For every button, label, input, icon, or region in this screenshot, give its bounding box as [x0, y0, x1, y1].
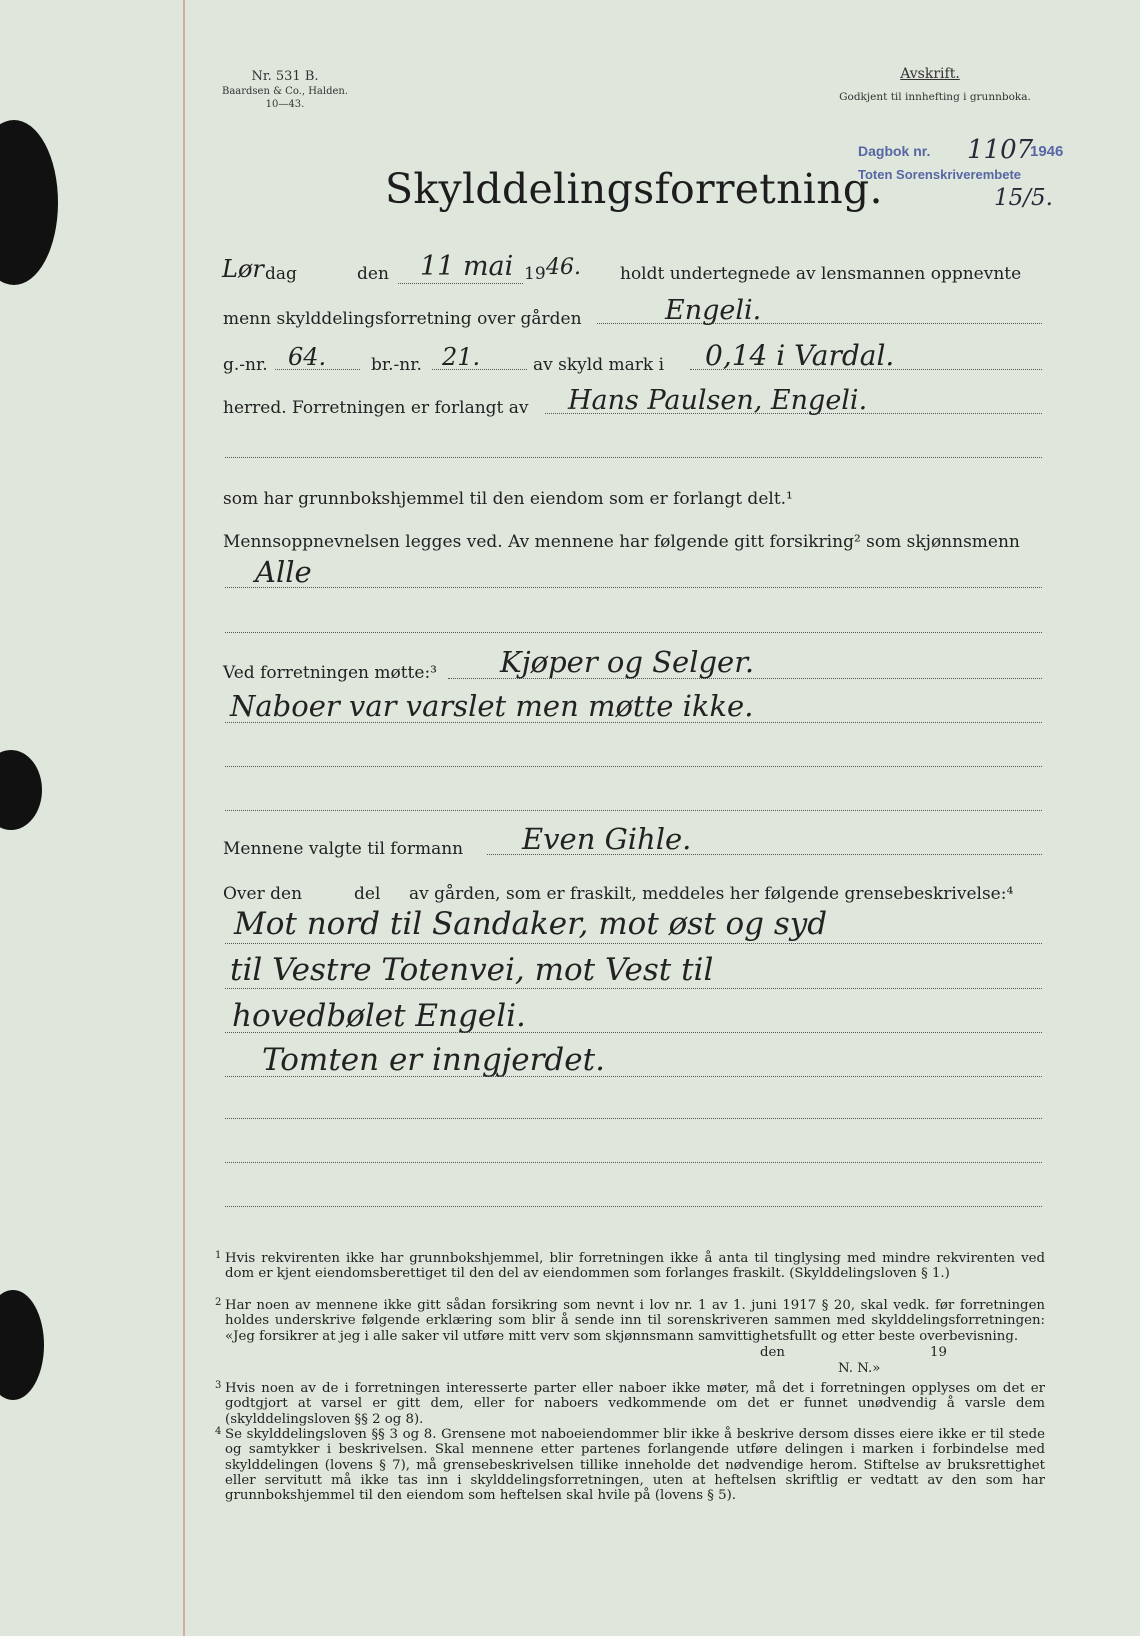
footnote-4-text: Se skylddelingsloven §§ 3 og 8. Grensene mot naboeiendommer blir ikke å beskrive dersom disses eiere ikke er til stede og samtykker i beskrivelsen. Skal mennene etter partenes forlangende utføre delingen i marken i forbindelse med skylddelingen (lovens § 7), må grensebeskrivelsen tillike inneholde det nødvendige herom. Stiftelse av bruksrettighet eller servitutt må ikke tas inn i skylddelingsforretningen, uten at heftelsen skriftlig er vedtatt av den som har grunnbokshjemmel til den eiendom som heftelsen skal hvile på (lovens § 5).: [225, 1427, 1045, 1504]
gnr-value: 64.: [288, 343, 327, 371]
sworn-dotted-line-2: [225, 632, 1042, 633]
boundary-line-1: Mot nord til Sandaker, mot øst og syd: [234, 906, 828, 942]
boundary-dotted-7: [225, 1206, 1042, 1207]
boundary-line-4: Tomten er inngjerdet.: [262, 1042, 605, 1078]
binding-hole-middle: [0, 750, 42, 830]
boundary-label: av gården, som er fraskilt, meddeles her følgende grensebeskrivelse:⁴: [409, 884, 1014, 904]
boundary-dotted-4: [225, 1076, 1042, 1077]
footnote-3: [215, 1380, 1045, 1427]
print-date: 10—43.: [265, 99, 305, 110]
date-handwritten: 11 mai: [420, 251, 514, 282]
attendees-value-1: Kjøper og Selger.: [500, 645, 755, 679]
copy-title: Avskrift.: [900, 66, 960, 82]
printer-name: Baardsen & Co., Halden.: [221, 86, 349, 97]
boundary-dotted-1: [225, 943, 1042, 944]
footnote-1-number: 1: [215, 1250, 222, 1261]
boundary-del: del: [354, 884, 381, 904]
sworn-men-value: Alle: [255, 555, 312, 589]
boundary-dotted-2: [225, 988, 1042, 989]
footnote-3-number: 3: [215, 1380, 222, 1391]
weekday-suffix: dag: [265, 264, 297, 284]
skyld-value: 0,14 i Vardal.: [705, 339, 895, 372]
skyld-label: av skyld mark i: [533, 355, 665, 375]
sworn-dotted-line: [225, 587, 1042, 588]
gnr-label: g.-nr.: [223, 355, 268, 375]
court-stamp: Toten Sorenskriverembete: [858, 167, 1022, 182]
chairman-label: Mennene valgte til formann: [223, 839, 464, 859]
boundary-dotted-6: [225, 1162, 1042, 1163]
bnr-value: 21.: [442, 343, 481, 371]
boundary-dotted-5: [225, 1118, 1042, 1119]
title-holder-text: som har grunnbokshjemmel til den eiendom som er forlangt delt.¹: [223, 489, 793, 509]
requester-label: herred. Forretningen er forlangt av: [223, 398, 529, 418]
boundary-over-den: Over den: [223, 884, 303, 904]
year-prefix: 19: [524, 264, 546, 284]
requester-name: Hans Paulsen, Engeli.: [568, 385, 868, 416]
document-title: Skylddelingsforretning.: [385, 165, 883, 213]
year-handwritten: 46.: [546, 255, 581, 280]
den-label: den: [357, 264, 389, 284]
binding-hole-top: [0, 120, 58, 285]
date-dotted-line: [398, 283, 523, 284]
footnote-4: [215, 1426, 1045, 1504]
copy-note: Godkjent til innhefting i grunnboka.: [839, 91, 1031, 103]
footnote-2-text: Har noen av mennene ikke gitt sådan forsikring som nevnt i lov nr. 1 av 1. juni 1917 § 20, skal vedk. før forretningen holdes underskrive følgende erklæring som blir å sende inn til sorenskriveren sammen med skylddelingsforretningen: «Jeg forsikrer at jeg i alle saker vil utføre mitt verv som skjønnsmann samvittighetsfullt og etter beste overbevisning.: [225, 1298, 1045, 1344]
attendees-dotted-line-4: [225, 810, 1042, 811]
farm-name: Engeli.: [665, 295, 762, 326]
farm-label: menn skylddelingsforretning over gården: [223, 309, 582, 329]
blank-dotted-line: [225, 457, 1042, 458]
farm-dotted-line: [597, 323, 1042, 324]
footnote-2-number: 2: [215, 1297, 222, 1308]
footnote-2-den: den: [760, 1345, 785, 1360]
bnr-label: br.-nr.: [371, 355, 422, 375]
attendees-dotted-line-3: [225, 766, 1042, 767]
footnote-3-text: Hvis noen av de i forretningen interesserte parter eller naboer ikke møter, må det i forretningen opplyses om det er godtgjort at varsel er gitt dem, eller for naboers vedkommende om det er funnet unødvendig å varsle dem (skylddelingsloven §§ 2 og 8).: [225, 1381, 1045, 1427]
boundary-line-2: til Vestre Totenvei, mot Vest til: [230, 952, 714, 988]
stamp-date: 15/5.: [994, 185, 1053, 211]
boundary-line-3: hovedbølet Engeli.: [232, 998, 526, 1034]
diary-stamp-label: Dagbok nr.: [858, 143, 931, 159]
binding-hole-bottom: [0, 1290, 44, 1400]
margin-rule: [183, 0, 185, 1636]
diary-year: 1946: [1030, 143, 1064, 160]
footnote-2: [215, 1297, 1045, 1344]
footnote-1-text: Hvis rekvirenten ikke har grunnbokshjemmel, blir forretningen ikke å anta til tinglysing med mindre rekvirenten ved dom er kjent eiendomsberettiget til den del av eiendommen som forlanges fraskilt. (Skylddelingsloven § 1.): [225, 1251, 1045, 1282]
line1-text: holdt undertegnede av lensmannen oppnevnte: [620, 264, 1022, 284]
footnote-4-number: 4: [215, 1426, 222, 1437]
attendees-label: Ved forretningen møtte:³: [223, 663, 437, 683]
form-number: Nr. 531 B.: [251, 69, 319, 84]
boundary-dotted-3: [225, 1032, 1042, 1033]
appointment-text: Mennsoppnevnelsen legges ved. Av mennene har følgende gitt forsikring² som skjønnsmenn: [223, 532, 1020, 552]
chairman-name: Even Gihle.: [522, 822, 692, 856]
attendees-value-2: Naboer var varslet men møtte ikke.: [230, 689, 754, 723]
footnote-1: [215, 1250, 1045, 1282]
diary-number: 1107: [967, 135, 1034, 165]
weekday-handwritten: Lør: [222, 255, 264, 283]
footnote-2-sign: N. N.»: [838, 1361, 881, 1376]
footnote-2-year: 19: [930, 1345, 947, 1360]
